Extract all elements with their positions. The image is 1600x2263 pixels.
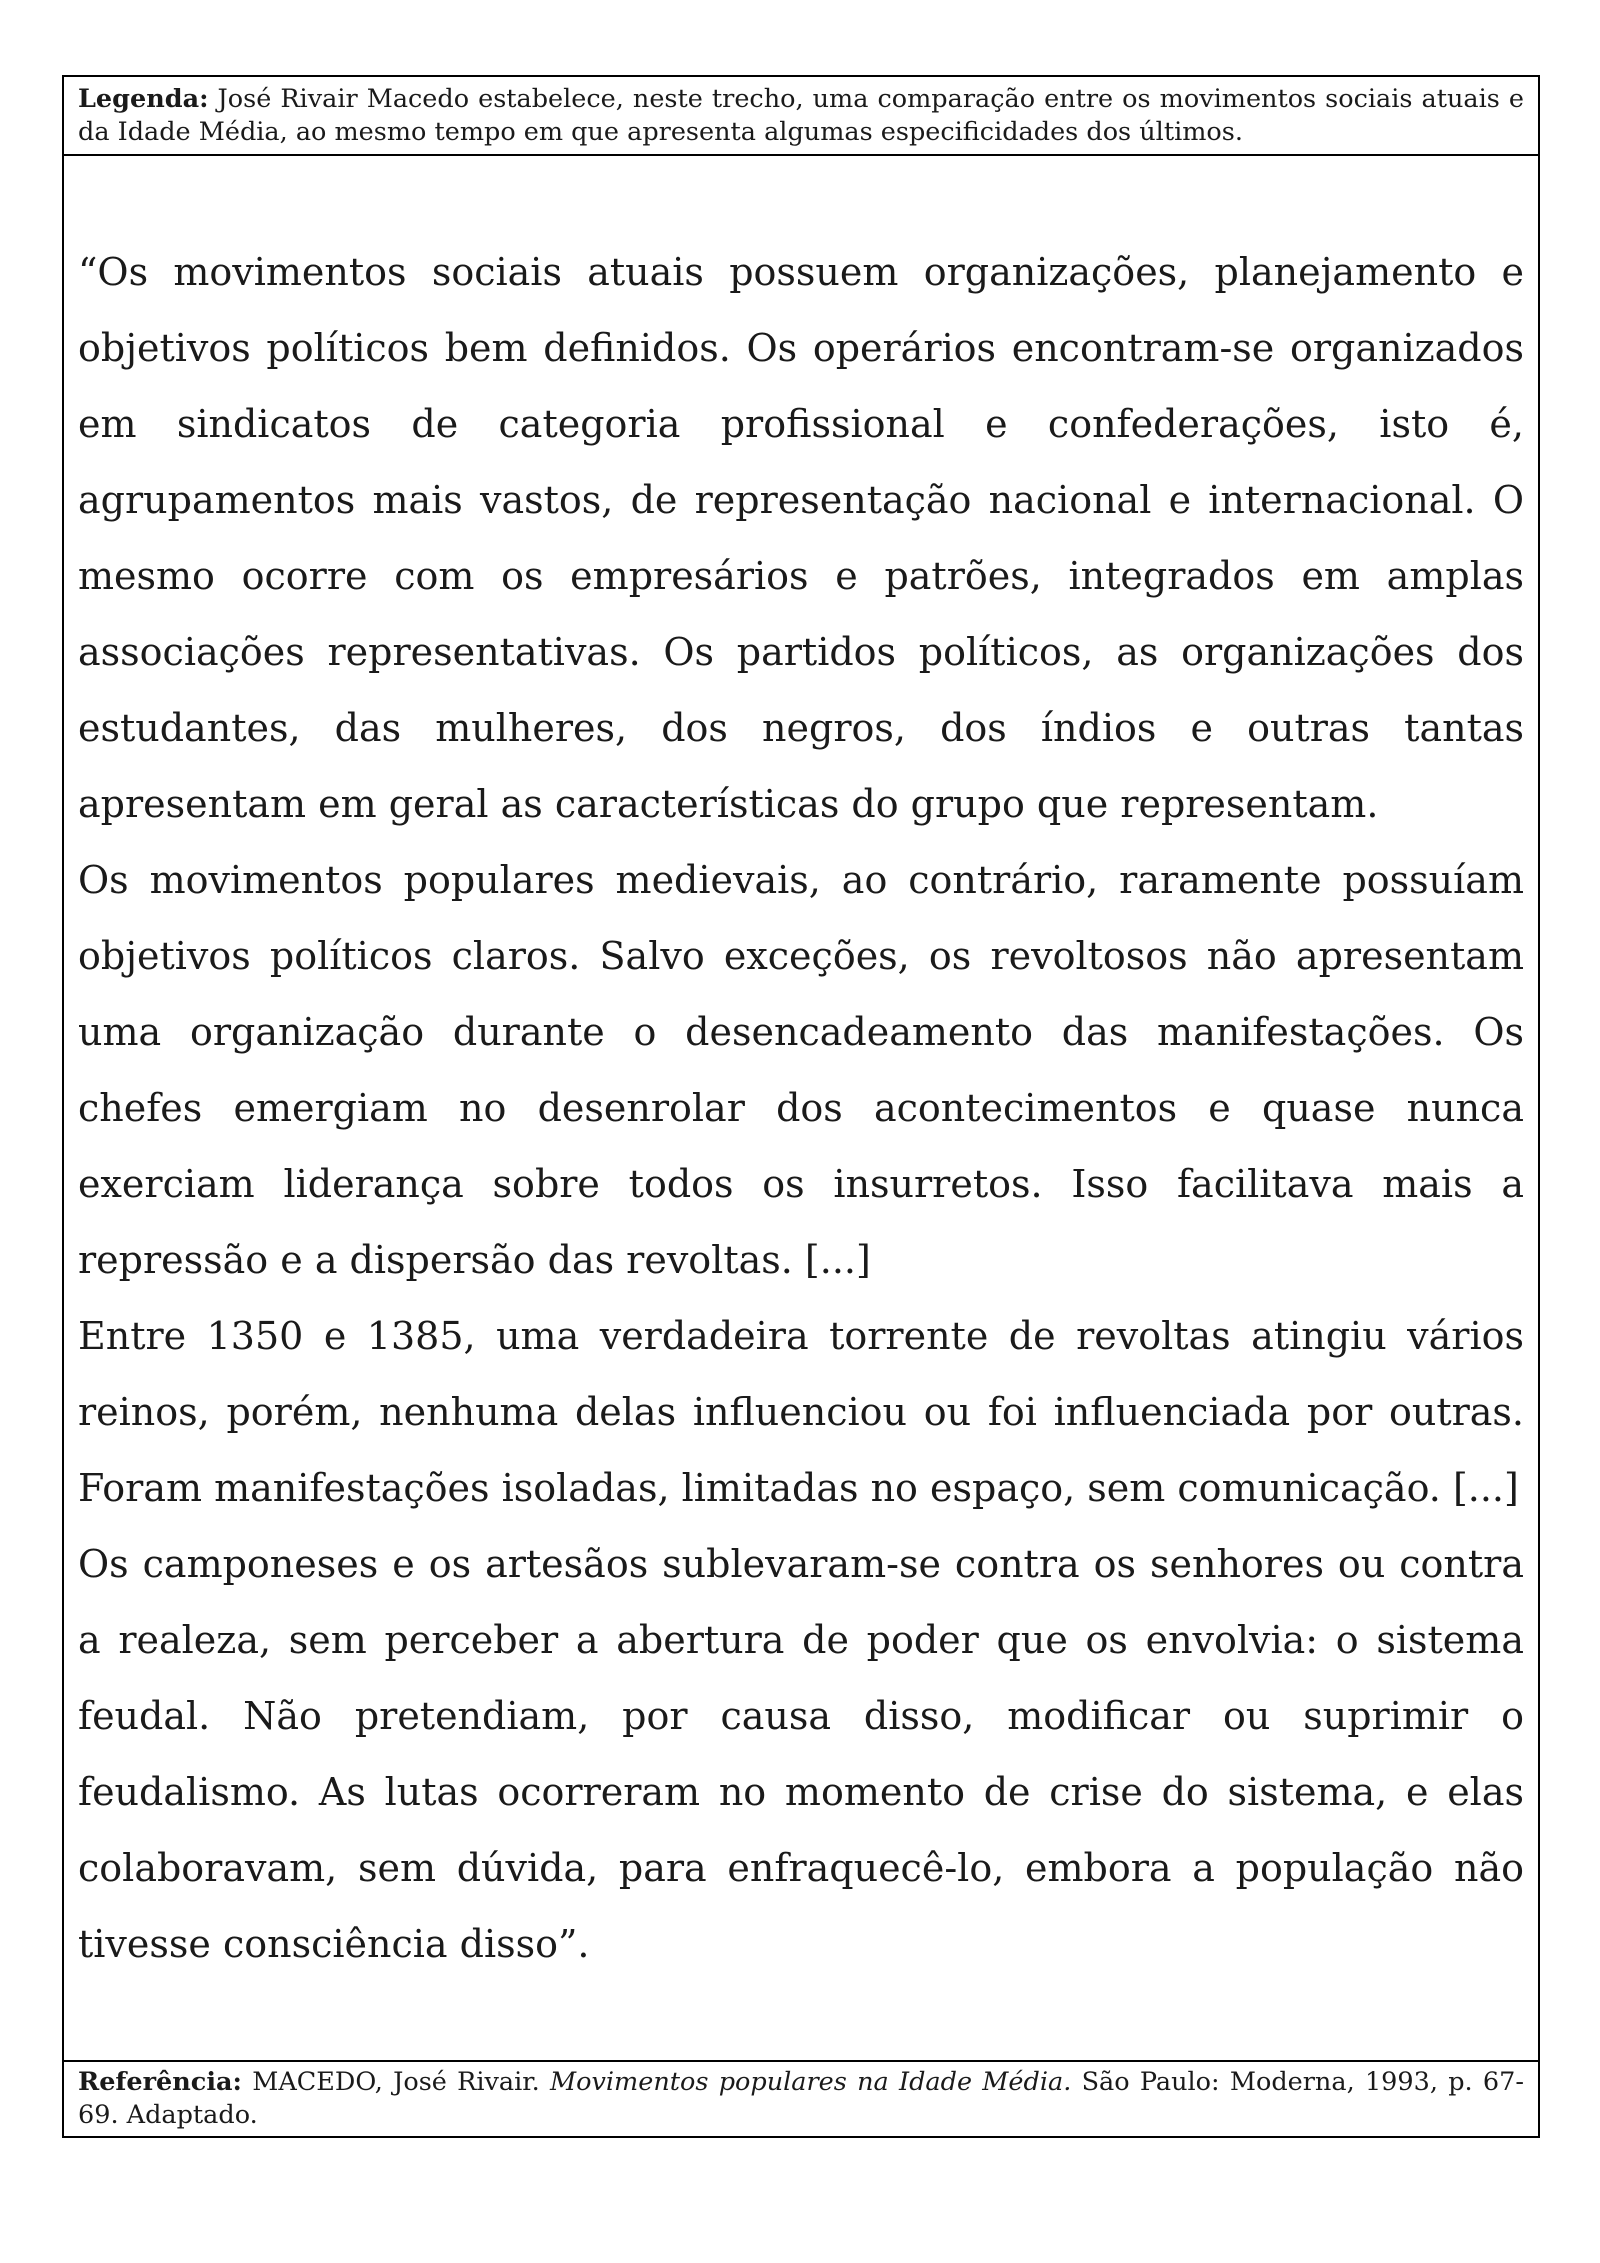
- quote-paragraph: Os camponeses e os artesãos sublevaram-se contra os senhores ou contra a realeza, sem perceber a abertura de poder que os envolvia: o sistema feudal. Não pretendiam, por causa disso, modificar ou suprimir o feudalismo. As lutas ocorreram no momento de crise do sistema, e elas colaboravam, sem dúvida, para enfraquecê-lo, embora a população não tivesse consciência disso”.: [78, 1542, 1524, 1966]
- reference-details: São Paulo: Moderna, 1993, p. 67-69. Adaptado.: [78, 2067, 1524, 2130]
- legend-section: [64, 77, 1538, 156]
- legend-label: Legenda:: [78, 84, 209, 114]
- reference-section: [64, 2060, 1538, 2136]
- reference-author: MACEDO, José Rivair.: [241, 2067, 551, 2097]
- quote-paragraph: “Os movimentos sociais atuais possuem organizações, planejamento e objetivos políticos bem definidos. Os operários encontram-se organizados em sindicatos de categoria profissional e confederações, isto é, agrupamentos mais vastos, de representação nacional e internacional. O mesmo ocorre com os empresários e patrões, integrados em amplas associações representativas. Os partidos políticos, as organizações dos estudantes, das mulheres, dos negros, dos índios e outras tantas apresentam em geral as características do grupo que representam.: [78, 250, 1524, 826]
- reference-label: Referência:: [78, 2067, 242, 2097]
- reference-title: Movimentos populares na Idade Média.: [550, 2067, 1072, 2097]
- quote-paragraph: Entre 1350 e 1385, uma verdadeira torrente de revoltas atingiu vários reinos, porém, nenhuma delas influenciou ou foi influenciada por outras. Foram manifestações isoladas, limitadas no espaço, sem comunicação. [...]: [78, 1314, 1524, 1510]
- document-frame: [62, 75, 1540, 2138]
- quote-section: [64, 156, 1538, 2064]
- legend-text: José Rivair Macedo estabelece, neste trecho, uma comparação entre os movimentos sociais atuais e da Idade Média, ao mesmo tempo em que apresenta algumas especificidades dos últimos.: [78, 84, 1524, 147]
- quote-paragraph: Os movimentos populares medievais, ao contrário, raramente possuíam objetivos políticos claros. Salvo exceções, os revoltosos não apresentam uma organização durante o desencadeamento das manifestações. Os chefes emergiam no desenrolar dos acontecimentos e quase nunca exerciam liderança sobre todos os insurretos. Isso facilitava mais a repressão e a dispersão das revoltas. [...]: [78, 858, 1524, 1282]
